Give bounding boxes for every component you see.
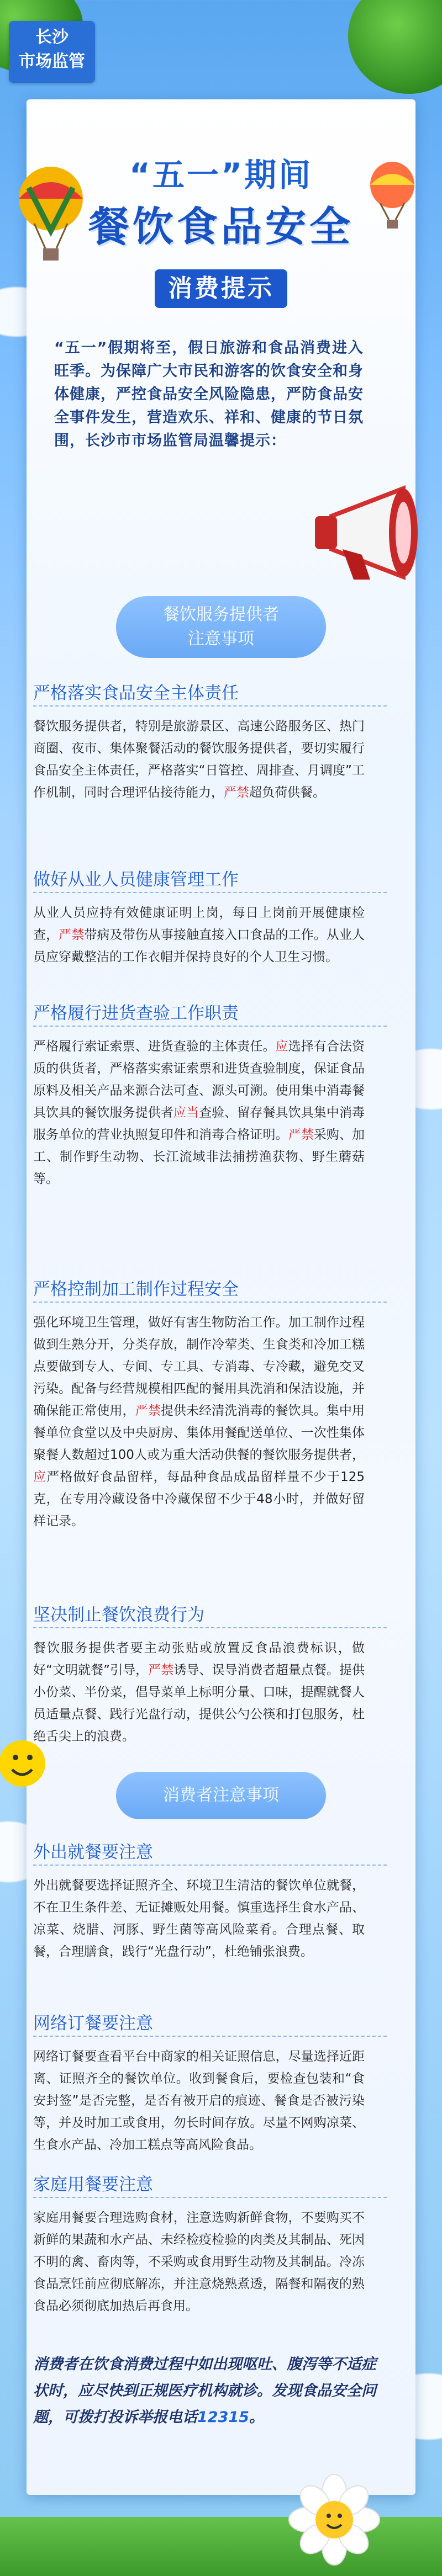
section-heading: 外出就餐要注意 (33, 1842, 153, 1862)
part1-line1: 餐饮服务提供者 (163, 605, 279, 624)
intro-paragraph: “五一”假期将至，假日旅游和食品消费进入旺季。为保障广大市民和游客的饮食安全和身体健康，严控食品安全风险隐患，严防食品安全事件发生，营造欢乐、祥和、健康的节日氛围，长沙市市场监管局温馨提示： (54, 339, 364, 449)
section-heading: 网络订餐要注意 (33, 2014, 153, 2033)
section-divider (33, 2036, 387, 2037)
section-heading: 坚决制止餐饮浪费行为 (33, 1605, 204, 1625)
section-divider (33, 892, 387, 893)
section-body: 严格履行索证索票、进货查验的主体责任。应选择有合法资质的供货者，严格落实索证索票和进货查验制度，保证食品原料及相关产品来源合法可查、源头可溯。使用集中消毒餐具饮具的餐饮服务提供者应当查验、留存餐具饮具集中消毒服务单位的营业执照复印件和消毒合格证明。严禁采购、加工、制作野生动物、长江流域非法捕捞渔获物、野生蘑菇等。 (33, 1039, 365, 1186)
section-divider (33, 705, 387, 707)
section-divider (33, 2197, 387, 2198)
part2-label: 消费者注意事项 (163, 1786, 279, 1805)
part2-heading-pill (116, 1772, 326, 1819)
section-body: 餐饮服务提供者，特别是旅游景区、高速公路服务区、热门商圈、夜市、集体聚餐活动的餐饮服务提供者，要切实履行食品安全主体责任，严格落实“日管控、周排查、月调度”工作机制，同时合理评估接待能力，严禁超负荷供餐。 (33, 719, 365, 800)
section-heading: 严格履行进货查验工作职责 (33, 1003, 239, 1023)
part1-heading-pill (116, 596, 326, 658)
part1-line2: 注意事项 (188, 629, 254, 649)
section-divider (33, 1627, 387, 1628)
section-divider (33, 1865, 387, 1866)
section-heading: 做好从业人员健康管理工作 (33, 870, 239, 890)
agency-badge (9, 21, 95, 83)
hotline-number: 12315 (197, 2409, 249, 2426)
section-body: 餐饮服务提供者要主动张贴或放置反食品浪费标识，做好“文明就餐”引导，严禁诱导、误导消费者超量点餐。提供小份菜、半份菜，倡导菜单上标明分量、口味，提醒就餐人员适量点餐、践行光盘行动，提供公勺公筷和打包服务，杜绝舌尖上的浪费。 (33, 1641, 365, 1744)
section-heading: 家庭用餐要注意 (33, 2175, 153, 2195)
title-line-2: 餐饮食品安全 (88, 203, 354, 251)
tree-foliage-right (348, 0, 442, 94)
megaphone-icon (309, 477, 442, 588)
badge-line2: 市场监管 (19, 52, 85, 71)
section-divider (33, 1302, 387, 1303)
section-body: 网络订餐要查看平台中商家的相关证照信息，尽量选择近距离、证照齐全的餐饮单位。收到餐食后，要检查包装和“食安封签”是否完整，是否有被开启的痕迹、餐食是否被污染等，并及时加工或食用，勿长时间存放。尽量不网购凉菜、生食水产品、冷加工糕点等高风险食品。 (33, 2049, 365, 2152)
section-heading: 严格控制加工制作过程安全 (33, 1279, 239, 1299)
title-tag: 消费提示 (155, 269, 287, 308)
section-body: 从业人员应持有效健康证明上岗，每日上岗前开展健康检查，严禁带病及带伤从事接触直接入口食品的工作。从业人员应穿戴整洁的工作衣帽并保持良好的个人卫生习惯。 (33, 906, 365, 964)
section-divider (33, 1026, 387, 1027)
footer-note: 消费者在饮食消费过程中如出现呕吐、腹泻等不适症状时，应尽快到正规医疗机构就诊。发现食品安全问题，可拨打投诉举报电话12315。 (33, 2356, 376, 2426)
section-body: 强化环境卫生管理，做好有害生物防治工作。加工制作过程做到生熟分开，分类存放，制作冷荤类、生食类和冷加工糕点要做到专人、专间、专工具、专消毒、专冷藏，避免交叉污染。配备与经营规模相匹配的餐用具洗消和保洁设施，并确保能正常使用，严禁提供未经清洗消毒的餐饮具。集中用餐单位食堂以及中央厨房、集体用餐配送单位、一次性集体聚餐人数超过100人或为重大活动供餐的餐饮服务提供者，应严格做好食品留样，每品种食品成品留样量不少于125克，在专用冷藏设备中冷藏保留不少于48小时，并做好留样记录。 (33, 1315, 365, 1528)
badge-line1: 长沙 (35, 28, 69, 47)
flower-icon (287, 2473, 381, 2567)
smiley-face-icon (0, 1733, 50, 1794)
section-body: 外出就餐要选择证照齐全、环境卫生清洁的餐饮单位就餐，不在卫生条件差、无证摊贩处用餐。慎重选择生食水产品、凉菜、烧腊、河豚、野生菌等高风险菜肴。合理点餐、取餐，合理膳食，践行“光盘行动”，杜绝铺张浪费。 (33, 1878, 365, 1959)
title-line-1: “五一”期间 (129, 156, 313, 194)
section-body: 家庭用餐要合理选购食材，注意选购新鲜食物，不要购买不新鲜的果蔬和水产品、未经检疫检验的肉类及其制品、死因不明的禽、畜肉等，不采购或食用野生动物及其制品。冷冻食品烹饪前应彻底解冻，并注意烧熟煮透，隔餐和隔夜的熟食品必须彻底加热后再食用。 (33, 2211, 365, 2313)
section-heading: 严格落实食品安全主体责任 (33, 683, 239, 703)
